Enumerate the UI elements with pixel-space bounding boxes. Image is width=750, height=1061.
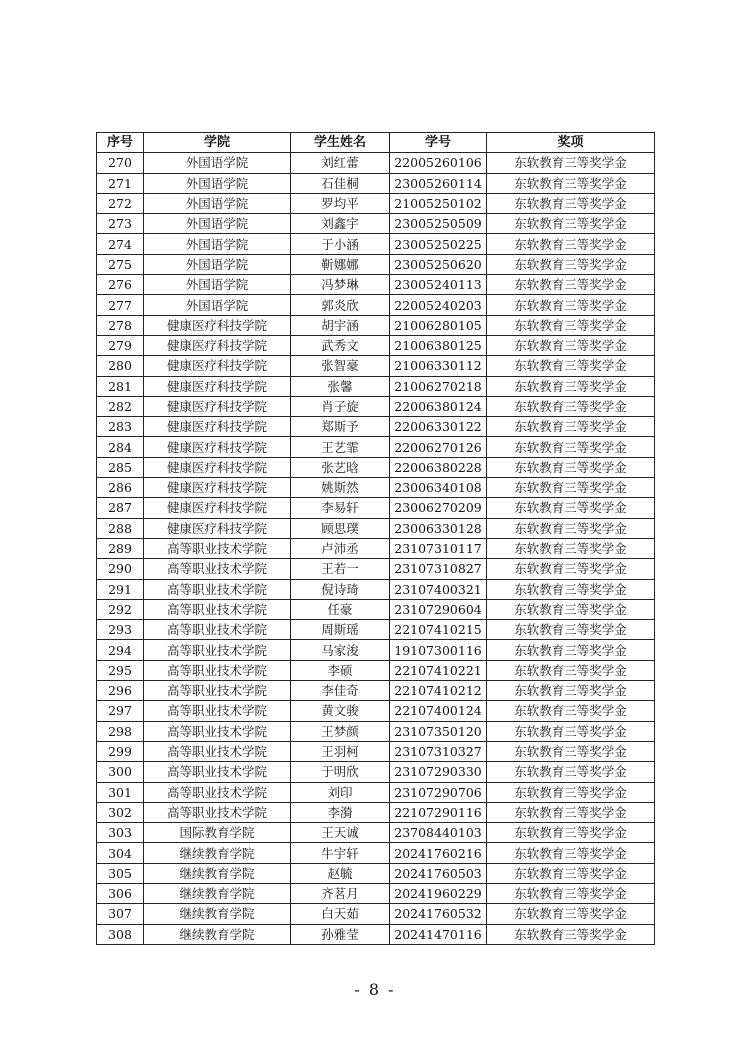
row-student-id: 20241470116 — [390, 924, 487, 944]
row-index: 298 — [97, 721, 144, 741]
row-award: 东软教育三等奖学金 — [487, 335, 655, 355]
row-student-id: 22107400124 — [390, 701, 487, 721]
row-index: 303 — [97, 823, 144, 843]
row-college: 继续教育学院 — [144, 924, 291, 944]
row-student-id: 22006380228 — [390, 457, 487, 477]
row-award: 东软教育三等奖学金 — [487, 498, 655, 518]
row-award: 东软教育三等奖学金 — [487, 234, 655, 254]
row-student-name: 王若一 — [291, 559, 390, 579]
row-award: 东软教育三等奖学金 — [487, 681, 655, 701]
row-student-name: 王天诚 — [291, 823, 390, 843]
row-college: 外国语学院 — [144, 193, 291, 213]
row-student-id: 20241760503 — [390, 863, 487, 883]
row-student-id: 21006330112 — [390, 356, 487, 376]
table-row — [97, 701, 655, 721]
row-college: 健康医疗科技学院 — [144, 518, 291, 538]
row-student-name: 孙雅莹 — [291, 924, 390, 944]
table-row — [97, 214, 655, 234]
row-student-name: 周斯瑶 — [291, 620, 390, 640]
row-award: 东软教育三等奖学金 — [487, 599, 655, 619]
row-student-id: 23107310827 — [390, 559, 487, 579]
table-row — [97, 417, 655, 437]
row-college: 高等职业技术学院 — [144, 721, 291, 741]
table-row — [97, 620, 655, 640]
row-award: 东软教育三等奖学金 — [487, 863, 655, 883]
row-award: 东软教育三等奖学金 — [487, 518, 655, 538]
table-row — [97, 782, 655, 802]
row-student-name: 李漪 — [291, 802, 390, 822]
row-student-name: 王羽柯 — [291, 741, 390, 761]
row-college: 高等职业技术学院 — [144, 640, 291, 660]
table-row — [97, 741, 655, 761]
row-index: 302 — [97, 802, 144, 822]
row-college: 健康医疗科技学院 — [144, 417, 291, 437]
row-index: 304 — [97, 843, 144, 863]
row-student-id: 22107410221 — [390, 660, 487, 680]
row-award: 东软教育三等奖学金 — [487, 275, 655, 295]
page-number: - 8 - — [354, 980, 396, 999]
row-index: 272 — [97, 193, 144, 213]
row-index: 286 — [97, 478, 144, 498]
row-index: 296 — [97, 681, 144, 701]
row-student-name: 罗均平 — [291, 193, 390, 213]
row-student-id: 23006330128 — [390, 518, 487, 538]
table-row — [97, 478, 655, 498]
row-college: 外国语学院 — [144, 295, 291, 315]
row-college: 健康医疗科技学院 — [144, 478, 291, 498]
row-college: 高等职业技术学院 — [144, 802, 291, 822]
table-row — [97, 498, 655, 518]
row-award: 东软教育三等奖学金 — [487, 721, 655, 741]
row-student-name: 李佳奇 — [291, 681, 390, 701]
row-student-id: 21006280105 — [390, 315, 487, 335]
table-row — [97, 396, 655, 416]
row-student-name: 刘红蕾 — [291, 153, 390, 173]
row-student-name: 张智豪 — [291, 356, 390, 376]
row-index: 274 — [97, 234, 144, 254]
table-row — [97, 883, 655, 903]
row-student-name: 郭炎欣 — [291, 295, 390, 315]
row-student-id: 20241960229 — [390, 883, 487, 903]
row-college: 高等职业技术学院 — [144, 660, 291, 680]
row-award: 东软教育三等奖学金 — [487, 883, 655, 903]
row-award: 东软教育三等奖学金 — [487, 640, 655, 660]
row-college: 外国语学院 — [144, 275, 291, 295]
row-student-name: 任豪 — [291, 599, 390, 619]
row-student-name: 于明欣 — [291, 762, 390, 782]
row-college: 高等职业技术学院 — [144, 579, 291, 599]
row-award: 东软教育三等奖学金 — [487, 153, 655, 173]
table-row — [97, 275, 655, 295]
row-student-id: 21006270218 — [390, 376, 487, 396]
row-index: 278 — [97, 315, 144, 335]
table-row — [97, 559, 655, 579]
row-award: 东软教育三等奖学金 — [487, 741, 655, 761]
row-college: 外国语学院 — [144, 234, 291, 254]
row-index: 276 — [97, 275, 144, 295]
row-index: 271 — [97, 173, 144, 193]
row-index: 277 — [97, 295, 144, 315]
row-college: 外国语学院 — [144, 214, 291, 234]
row-student-id: 23005260114 — [390, 173, 487, 193]
row-student-id: 21005250102 — [390, 193, 487, 213]
row-student-name: 黄文骏 — [291, 701, 390, 721]
row-index: 300 — [97, 762, 144, 782]
row-college: 外国语学院 — [144, 254, 291, 274]
table-row — [97, 254, 655, 274]
row-student-id: 23107290604 — [390, 599, 487, 619]
row-index: 301 — [97, 782, 144, 802]
scholarship-table — [96, 132, 655, 945]
row-award: 东软教育三等奖学金 — [487, 396, 655, 416]
row-award: 东软教育三等奖学金 — [487, 701, 655, 721]
row-student-id: 23107290706 — [390, 782, 487, 802]
row-index: 308 — [97, 924, 144, 944]
table-header-row — [97, 133, 655, 153]
row-index: 284 — [97, 437, 144, 457]
row-student-id: 22005260106 — [390, 153, 487, 173]
row-index: 291 — [97, 579, 144, 599]
row-student-id: 21006380125 — [390, 335, 487, 355]
table-row — [97, 173, 655, 193]
header-award: 奖项 — [487, 133, 655, 153]
row-index: 279 — [97, 335, 144, 355]
row-index: 275 — [97, 254, 144, 274]
row-student-name: 顾思璞 — [291, 518, 390, 538]
row-student-name: 王梦颜 — [291, 721, 390, 741]
table-body — [97, 153, 655, 945]
row-student-name: 刘鑫宇 — [291, 214, 390, 234]
table-row — [97, 315, 655, 335]
row-index: 293 — [97, 620, 144, 640]
row-student-name: 于小涵 — [291, 234, 390, 254]
table-row — [97, 762, 655, 782]
table-row — [97, 153, 655, 173]
row-award: 东软教育三等奖学金 — [487, 295, 655, 315]
row-student-name: 马家浚 — [291, 640, 390, 660]
row-award: 东软教育三等奖学金 — [487, 823, 655, 843]
row-index: 280 — [97, 356, 144, 376]
row-award: 东软教育三等奖学金 — [487, 214, 655, 234]
row-award: 东软教育三等奖学金 — [487, 620, 655, 640]
row-student-id: 20241760532 — [390, 904, 487, 924]
row-award: 东软教育三等奖学金 — [487, 559, 655, 579]
row-award: 东软教育三等奖学金 — [487, 762, 655, 782]
row-award: 东软教育三等奖学金 — [487, 315, 655, 335]
table-row — [97, 904, 655, 924]
row-college: 高等职业技术学院 — [144, 782, 291, 802]
table-row — [97, 823, 655, 843]
row-student-id: 23107350120 — [390, 721, 487, 741]
row-college: 继续教育学院 — [144, 863, 291, 883]
table-row — [97, 721, 655, 741]
row-college: 高等职业技术学院 — [144, 599, 291, 619]
row-award: 东软教育三等奖学金 — [487, 173, 655, 193]
row-student-id: 22107410215 — [390, 620, 487, 640]
row-student-id: 23107400321 — [390, 579, 487, 599]
row-award: 东软教育三等奖学金 — [487, 417, 655, 437]
row-award: 东软教育三等奖学金 — [487, 904, 655, 924]
row-index: 289 — [97, 538, 144, 558]
table-row — [97, 579, 655, 599]
table-row — [97, 599, 655, 619]
row-college: 高等职业技术学院 — [144, 741, 291, 761]
table-row — [97, 518, 655, 538]
row-college: 外国语学院 — [144, 173, 291, 193]
row-award: 东软教育三等奖学金 — [487, 660, 655, 680]
row-student-name: 张艺晗 — [291, 457, 390, 477]
row-college: 国际教育学院 — [144, 823, 291, 843]
row-student-name: 倪诗琦 — [291, 579, 390, 599]
row-student-id: 20241760216 — [390, 843, 487, 863]
table-row — [97, 660, 655, 680]
row-index: 273 — [97, 214, 144, 234]
row-student-id: 22006270126 — [390, 437, 487, 457]
row-award: 东软教育三等奖学金 — [487, 802, 655, 822]
row-award: 东软教育三等奖学金 — [487, 457, 655, 477]
header-student-id: 学号 — [390, 133, 487, 153]
row-award: 东软教育三等奖学金 — [487, 193, 655, 213]
row-award: 东软教育三等奖学金 — [487, 376, 655, 396]
table-row — [97, 457, 655, 477]
row-index: 295 — [97, 660, 144, 680]
row-index: 281 — [97, 376, 144, 396]
row-index: 305 — [97, 863, 144, 883]
header-college: 学院 — [144, 133, 291, 153]
table-row — [97, 802, 655, 822]
row-student-name: 卢沛丞 — [291, 538, 390, 558]
row-award: 东软教育三等奖学金 — [487, 924, 655, 944]
row-student-id: 23107310117 — [390, 538, 487, 558]
row-college: 高等职业技术学院 — [144, 538, 291, 558]
table-row — [97, 681, 655, 701]
row-student-name: 刘印 — [291, 782, 390, 802]
row-award: 东软教育三等奖学金 — [487, 254, 655, 274]
row-index: 285 — [97, 457, 144, 477]
row-student-id: 23107310327 — [390, 741, 487, 761]
row-index: 306 — [97, 883, 144, 903]
table-row — [97, 640, 655, 660]
row-index: 290 — [97, 559, 144, 579]
row-student-name: 张馨 — [291, 376, 390, 396]
row-student-id: 19107300116 — [390, 640, 487, 660]
table-row — [97, 193, 655, 213]
row-student-id: 23005250509 — [390, 214, 487, 234]
row-student-name: 李易轩 — [291, 498, 390, 518]
table-row — [97, 356, 655, 376]
row-student-name: 胡宇涵 — [291, 315, 390, 335]
row-index: 294 — [97, 640, 144, 660]
row-student-name: 郑斯予 — [291, 417, 390, 437]
row-award: 东软教育三等奖学金 — [487, 538, 655, 558]
row-index: 297 — [97, 701, 144, 721]
row-index: 299 — [97, 741, 144, 761]
table-row — [97, 924, 655, 944]
row-college: 健康医疗科技学院 — [144, 498, 291, 518]
row-college: 健康医疗科技学院 — [144, 356, 291, 376]
row-award: 东软教育三等奖学金 — [487, 478, 655, 498]
row-index: 282 — [97, 396, 144, 416]
row-student-name: 李硕 — [291, 660, 390, 680]
row-student-id: 22005240203 — [390, 295, 487, 315]
table-row — [97, 295, 655, 315]
row-award: 东软教育三等奖学金 — [487, 356, 655, 376]
row-college: 健康医疗科技学院 — [144, 315, 291, 335]
row-student-id: 23005240113 — [390, 275, 487, 295]
row-student-id: 22107410212 — [390, 681, 487, 701]
table-row — [97, 376, 655, 396]
row-college: 健康医疗科技学院 — [144, 376, 291, 396]
table-row — [97, 335, 655, 355]
table-row — [97, 437, 655, 457]
row-award: 东软教育三等奖学金 — [487, 843, 655, 863]
row-index: 288 — [97, 518, 144, 538]
row-student-name: 齐茗月 — [291, 883, 390, 903]
row-student-name: 肖子旋 — [291, 396, 390, 416]
row-college: 继续教育学院 — [144, 904, 291, 924]
row-college: 高等职业技术学院 — [144, 701, 291, 721]
row-college: 外国语学院 — [144, 153, 291, 173]
table-row — [97, 843, 655, 863]
row-college: 健康医疗科技学院 — [144, 335, 291, 355]
row-student-id: 23107290330 — [390, 762, 487, 782]
header-student-name: 学生姓名 — [291, 133, 390, 153]
row-college: 继续教育学院 — [144, 843, 291, 863]
row-student-name: 靳娜娜 — [291, 254, 390, 274]
row-index: 307 — [97, 904, 144, 924]
table-row — [97, 863, 655, 883]
row-student-id: 23005250620 — [390, 254, 487, 274]
row-index: 292 — [97, 599, 144, 619]
row-index: 283 — [97, 417, 144, 437]
row-student-id: 23006270209 — [390, 498, 487, 518]
row-student-name: 赵毓 — [291, 863, 390, 883]
row-college: 高等职业技术学院 — [144, 559, 291, 579]
row-college: 健康医疗科技学院 — [144, 396, 291, 416]
row-student-name: 王艺霏 — [291, 437, 390, 457]
row-award: 东软教育三等奖学金 — [487, 437, 655, 457]
row-student-id: 22006380124 — [390, 396, 487, 416]
row-index: 287 — [97, 498, 144, 518]
table-row — [97, 234, 655, 254]
row-student-name: 冯梦琳 — [291, 275, 390, 295]
table-row — [97, 538, 655, 558]
row-student-name: 牛宇轩 — [291, 843, 390, 863]
row-index: 270 — [97, 153, 144, 173]
row-student-name: 姚斯然 — [291, 478, 390, 498]
row-college: 高等职业技术学院 — [144, 620, 291, 640]
row-student-name: 白天茹 — [291, 904, 390, 924]
row-student-id: 23708440103 — [390, 823, 487, 843]
row-award: 东软教育三等奖学金 — [487, 579, 655, 599]
row-award: 东软教育三等奖学金 — [487, 782, 655, 802]
row-college: 健康医疗科技学院 — [144, 437, 291, 457]
row-student-id: 23006340108 — [390, 478, 487, 498]
row-college: 高等职业技术学院 — [144, 681, 291, 701]
row-student-id: 22006330122 — [390, 417, 487, 437]
row-college: 继续教育学院 — [144, 883, 291, 903]
row-student-id: 23005250225 — [390, 234, 487, 254]
header-index: 序号 — [97, 133, 144, 153]
row-student-id: 22107290116 — [390, 802, 487, 822]
row-college: 健康医疗科技学院 — [144, 457, 291, 477]
row-college: 高等职业技术学院 — [144, 762, 291, 782]
row-student-name: 石佳桐 — [291, 173, 390, 193]
row-student-name: 武秀文 — [291, 335, 390, 355]
